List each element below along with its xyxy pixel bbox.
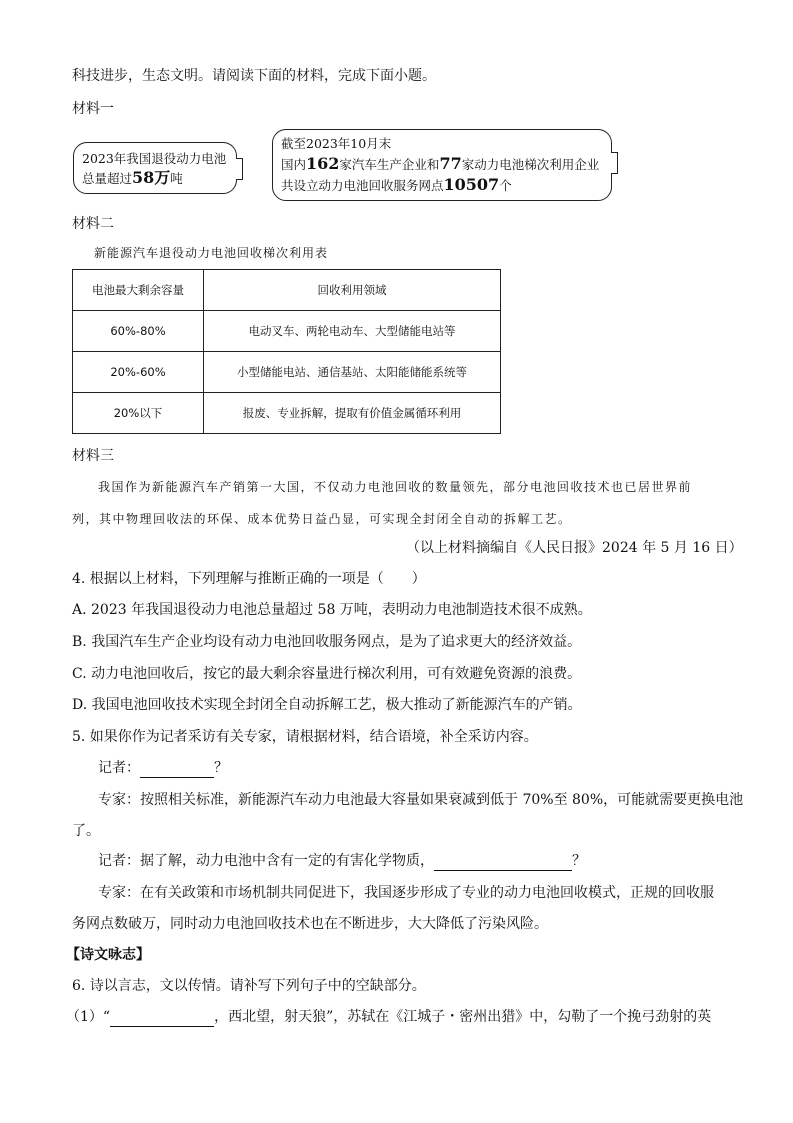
reporter-question-text: 记者：据了解，动力电池中含有一定的有害化学物质，: [98, 853, 434, 869]
battery2-text-b: 家汽车生产企业和: [339, 157, 440, 172]
table-cell: 小型储能电站、通信基站、太阳能储能系统等: [204, 352, 501, 393]
q4-option-d: D. 我国电池回收技术实现全封闭全自动拆解工艺，极大推动了新能源汽车的产销。: [72, 697, 582, 713]
q5-expert-line1: 专家：按照相关标准，新能源汽车动力电池最大容量如果衰减到低于 70%至 80%，可能就需要更换电池: [98, 792, 744, 808]
q4-stem: 4. 根据以上材料，下列理解与推断正确的一项是（ ）: [72, 571, 426, 587]
material3-label: 材料三: [72, 448, 114, 464]
q6-part1-prefix: （1）“: [66, 1009, 111, 1025]
q5-expert-line2: 专家：在有关政策和市场机制共同促进下，我国逐步形成了专业的动力电池回收模式，正规的回收服: [98, 885, 714, 901]
battery2-text-a: 国内: [281, 157, 307, 172]
table-cell: 20%-60%: [73, 352, 204, 393]
battery1-suffix: 吨: [170, 171, 183, 186]
battery1-prefix: 总量超过: [82, 171, 133, 186]
table-row: [73, 311, 501, 352]
table-cell: 20%以下: [73, 393, 204, 434]
q6-part1-text: ，西北望，射天狼”，苏轼在《江城子・密州出猎》中，勾勒了一个挽弓劲射的英: [214, 1009, 712, 1025]
q6-part1: [66, 1007, 711, 1027]
table-cell: 电动叉车、两轮电动车、大型储能电站等: [204, 311, 501, 352]
battery2-text-c: 家动力电池梯次利用企业: [461, 157, 600, 172]
q5-expert-line2-cont: 务网点数破万，同时动力电池回收技术也在不断进步，大大降低了污染风险。: [72, 916, 548, 932]
q5-reporter-line2: [98, 851, 586, 871]
q4-option-b: B. 我国汽车生产企业均设有动力电池回收服务网点，是为了追求更大的经济效益。: [72, 634, 582, 650]
battery-cap-2: [611, 152, 618, 174]
answer-blank[interactable]: [434, 855, 572, 871]
battery1-line1: 2023年我国退役动力电池: [82, 151, 227, 166]
table-row: [73, 352, 501, 393]
reporter-label: 记者：: [98, 760, 140, 776]
battery2-line1: 截至2023年10月末: [281, 136, 392, 151]
answer-blank[interactable]: [110, 1011, 214, 1027]
table-row: [73, 393, 501, 434]
header-capacity: 电池最大剩余容量: [73, 270, 204, 311]
material3-line2: 列，其中物理回收法的环保、成本优势日益凸显，可实现全封闭全自动的拆解工艺。: [72, 512, 572, 526]
table-caption: 新能源汽车退役动力电池回收梯次利用表: [94, 246, 329, 260]
header-field: 回收利用领域: [204, 270, 501, 311]
battery1-line2: [82, 169, 183, 188]
q5-expert-line1-cont: 了。: [72, 823, 100, 839]
material-source: （以上材料摘编自《人民日报》2024 年 5 月 16 日）: [406, 540, 743, 556]
battery2-number-77: 77: [439, 154, 462, 173]
q6-stem: 6. 诗以言志，文以传情。请补写下列句子中的空缺部分。: [72, 978, 426, 994]
q4-option-a: A. 2023 年我国退役动力电池总量超过 58 万吨，表明动力电池制造技术很不成熟。: [72, 602, 592, 618]
intro-text: 科技进步，生态文明。请阅读下面的材料，完成下面小题。: [72, 68, 436, 84]
question-mark: ？: [572, 853, 586, 869]
battery2-text-d: 共设立动力电池回收服务网点: [281, 178, 444, 193]
battery2-number-10507: 10507: [443, 175, 500, 194]
material3-line1: 我国作为新能源汽车产销第一大国，不仅动力电池回收的数量领先，部分电池回收技术也已居世界前: [98, 480, 693, 494]
material1-label: 材料一: [72, 101, 114, 117]
battery1-number: 58万: [132, 168, 171, 187]
section-heading: 【诗文咏志】: [66, 947, 150, 963]
question-mark: ？: [214, 760, 228, 776]
battery2-line3: [281, 176, 512, 195]
battery-cap-1: [236, 158, 243, 180]
battery2-text-e: 个: [499, 178, 512, 193]
q5-reporter-line1: [98, 758, 228, 778]
battery2-number-162: 162: [306, 154, 340, 173]
answer-blank[interactable]: [140, 762, 214, 778]
q4-option-c: C. 动力电池回收后，按它的最大剩余容量进行梯次利用，可有效避免资源的浪费。: [72, 666, 582, 682]
q5-stem: 5. 如果你作为记者采访有关专家，请根据材料，结合语境，补全采访内容。: [72, 729, 538, 745]
battery2-line2: [281, 155, 599, 174]
table-cell: 报废、专业拆解，提取有价值金属循环利用: [204, 393, 501, 434]
recycling-table: [72, 269, 501, 434]
table-cell: 60%-80%: [73, 311, 204, 352]
material2-label: 材料二: [72, 216, 114, 232]
table-header-row: [73, 270, 501, 311]
